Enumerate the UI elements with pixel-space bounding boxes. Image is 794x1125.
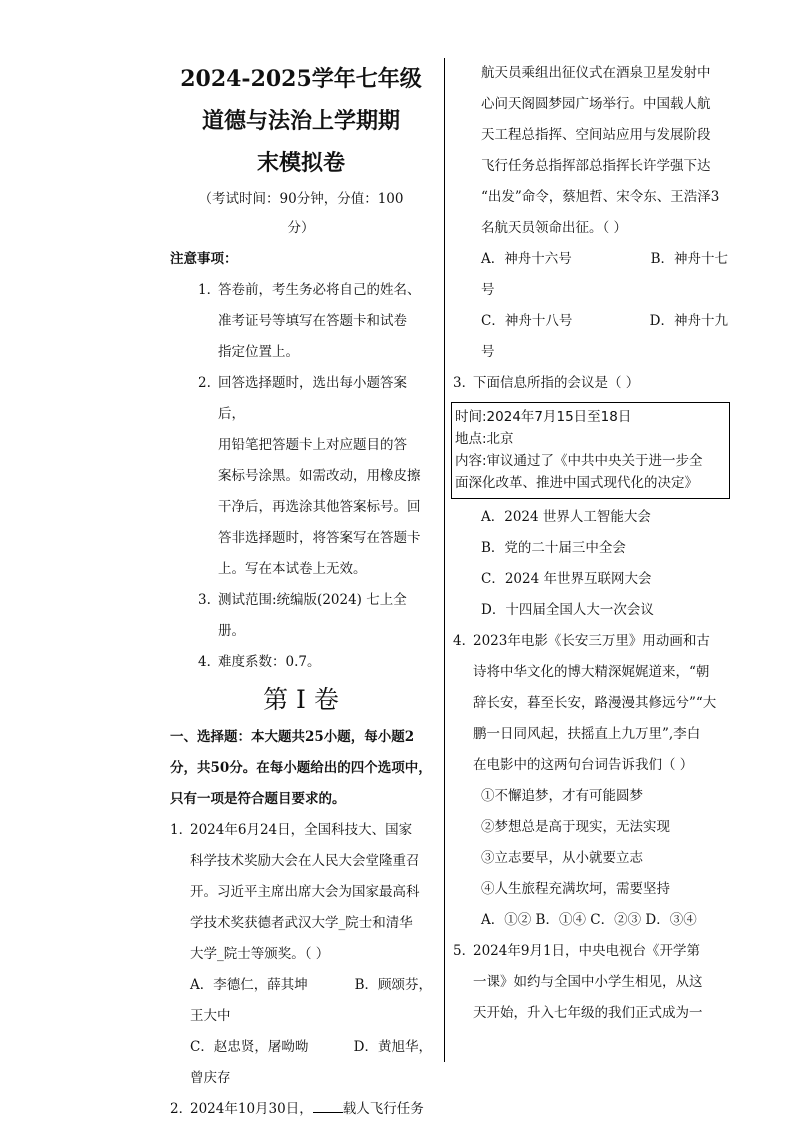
right-column [453,58,728,1029]
question-line: 2024年9月1日，中央电视台《开学第 [473,943,701,959]
question-line: 航天员乘组出征仪式在酒泉卫星发射中 [481,65,711,81]
question-line: 在电影中的这两句台词告诉我们（ ） [473,757,694,773]
statement: ①不懈追梦，才有可能圆梦 [481,788,643,804]
title-line: 2024-2025学年七年级 [180,66,422,92]
question-line: 2024年6月24日，全国科技大、国家 [190,822,413,838]
question-line: 载人飞行任务 [342,1101,424,1117]
notes-heading: 注意事项： [170,251,238,267]
info-line: 面深化改革、推进中国式现代化的决定》 [455,475,698,491]
note-line: 干净后，再选涂其他答案标号。回 [218,499,421,515]
option-a[interactable]: A．神舟十六号 [481,251,572,267]
question-line: 天开始，升入七年级的我们正式成为一 [473,1005,703,1021]
note-item-2 [170,368,432,585]
note-line: 用铅笔把答题卡上对应题目的答 [218,437,407,453]
question-1 [170,815,432,970]
note-item-1 [170,275,432,368]
question-line: 开。习近平主席出席大会为国家最高科 [190,884,420,900]
question-number: 5． [453,943,476,959]
question-line: 2024年10月30日， [190,1101,313,1117]
option-c[interactable]: C．2024 年世界互联网大会 [481,571,652,587]
note-line: 难度系数：0.7。 [218,654,321,670]
question-5 [453,936,728,1029]
note-item-4 [170,647,432,678]
note-line: 指定位置上。 [218,344,299,360]
answer-blank [313,1100,343,1113]
section-intro [170,722,432,815]
title-line: 道德与法治上学期期 [201,108,400,134]
title-line: 末模拟卷 [256,150,345,176]
column-divider [444,58,445,1062]
option-a[interactable]: A．2024 世界人工智能大会 [481,509,651,525]
question-line: 飞行任务总指挥部总指挥长许学强下达 [481,158,711,174]
exam-title [170,58,432,184]
section-intro-line: 只有一项是符合题目要求的。 [170,791,346,807]
question-4-statements [453,781,728,936]
question-4 [453,626,728,781]
statement: ②梦想总是高于现实，无法实现 [481,819,670,835]
section-title: 第 I 卷 [263,685,339,714]
statement: ④人生旅程充满坎坷，需要坚持 [481,881,670,897]
question-line: 大学_院士等颁奖。（ ） [190,946,330,962]
question-number: 4． [453,633,476,649]
info-box [451,402,730,499]
info-line: 地点:北京 [455,431,514,447]
left-column [170,58,432,1125]
question-1-options [170,970,432,1094]
option-c[interactable]: C．神舟十八号 [481,313,573,329]
exam-info-line: （考试时间：90分钟，分值：100 [198,191,404,207]
question-line: 鹏一日同风起，扶摇直上九万里”,李白 [473,726,701,742]
question-line: 一课》如约与全国中小学生相见，从这 [473,974,703,990]
question-2 [170,1094,432,1125]
question-2-options [453,244,728,368]
note-line: 答卷前，考生务必将自己的姓名、 [218,282,421,298]
info-line: 时间:2024年7月15日至18日 [455,409,632,425]
option-d[interactable]: D．黄旭华， [353,1039,432,1055]
section-intro-line: 一、选择题：本大题共25小题，每小题2 [170,729,415,745]
note-item-3 [170,585,432,647]
option-d-wrap: 号 [481,344,495,360]
note-number: 2. [198,375,211,391]
question-line: 诗将中华文化的博大精深娓娓道来，“朝 [473,664,710,680]
option-d[interactable]: D．神舟十九 [649,313,728,329]
note-number: 1． [198,282,221,298]
option-b[interactable]: B．神舟十七 [650,251,728,267]
note-line: 答非选择题时，将答案写在答题卡 [218,530,421,546]
question-line: 天工程总指挥、空间站应用与发展阶段 [481,127,711,143]
note-line: 回答选择题时，选出每小题答案后， [218,375,407,422]
option-a[interactable]: A．李德仁，薛其坤 [190,977,308,993]
note-line: 案标号涂黑。如需改动，用橡皮擦 [218,468,421,484]
option-b[interactable]: B．党的二十届三中全会 [481,540,626,556]
section-intro-line: 分，共50分。在每小题给出的四个选项中， [170,760,432,776]
question-number: 2． [170,1101,193,1117]
note-number: 3. [198,592,211,608]
info-line: 内容:审议通过了《中共中央关于进一步全 [455,453,703,469]
note-number: 4． [198,654,221,670]
option-d-wrap: 曾庆存 [190,1070,231,1086]
question-number: 1． [170,822,193,838]
option-b-wrap: 王大中 [190,1008,231,1024]
statement: ③立志要早，从小就要立志 [481,850,643,866]
question-line: 2023年电影《长安三万里》用动画和古 [473,633,710,649]
question-line: 学技术奖获德者武汉大学_院士和清华 [190,915,413,931]
question-number: 3． [453,375,476,391]
question-4-options[interactable]: A．①② B．①④ C．②③ D．③④ [481,912,697,928]
question-line: 科学技术奖励大会在人民大会堂隆重召 [190,853,420,869]
question-3-options [453,502,728,626]
option-b[interactable]: B．顾颂芬， [354,977,432,993]
note-line: 测试范围:统编版(2024) 七上全册。 [218,592,407,639]
question-line: “出发”命令，蔡旭哲、宋令东、王浩泽3 [481,189,720,205]
option-b-wrap: 号 [481,282,495,298]
note-line: 准考证号等填写在答题卡和试卷 [218,313,407,329]
question-line: 心问天阁圆梦园广场举行。中国载人航 [481,96,711,112]
option-c[interactable]: C．赵忠贤，屠呦呦 [190,1039,309,1055]
note-line: 上。写在本试卷上无效。 [218,561,367,577]
exam-info-line: 分） [287,220,315,236]
question-stem: 下面信息所指的会议是（ ） [473,375,640,391]
question-line: 辞长安，暮至长安，路漫漫其修远兮”“大 [473,695,717,711]
exam-info [170,186,432,242]
question-3 [453,368,728,399]
option-d[interactable]: D．十四届全国人大一次会议 [481,602,654,618]
question-2-continued [453,58,728,244]
question-line: 名航天员领命出征。（ ） [481,220,628,236]
